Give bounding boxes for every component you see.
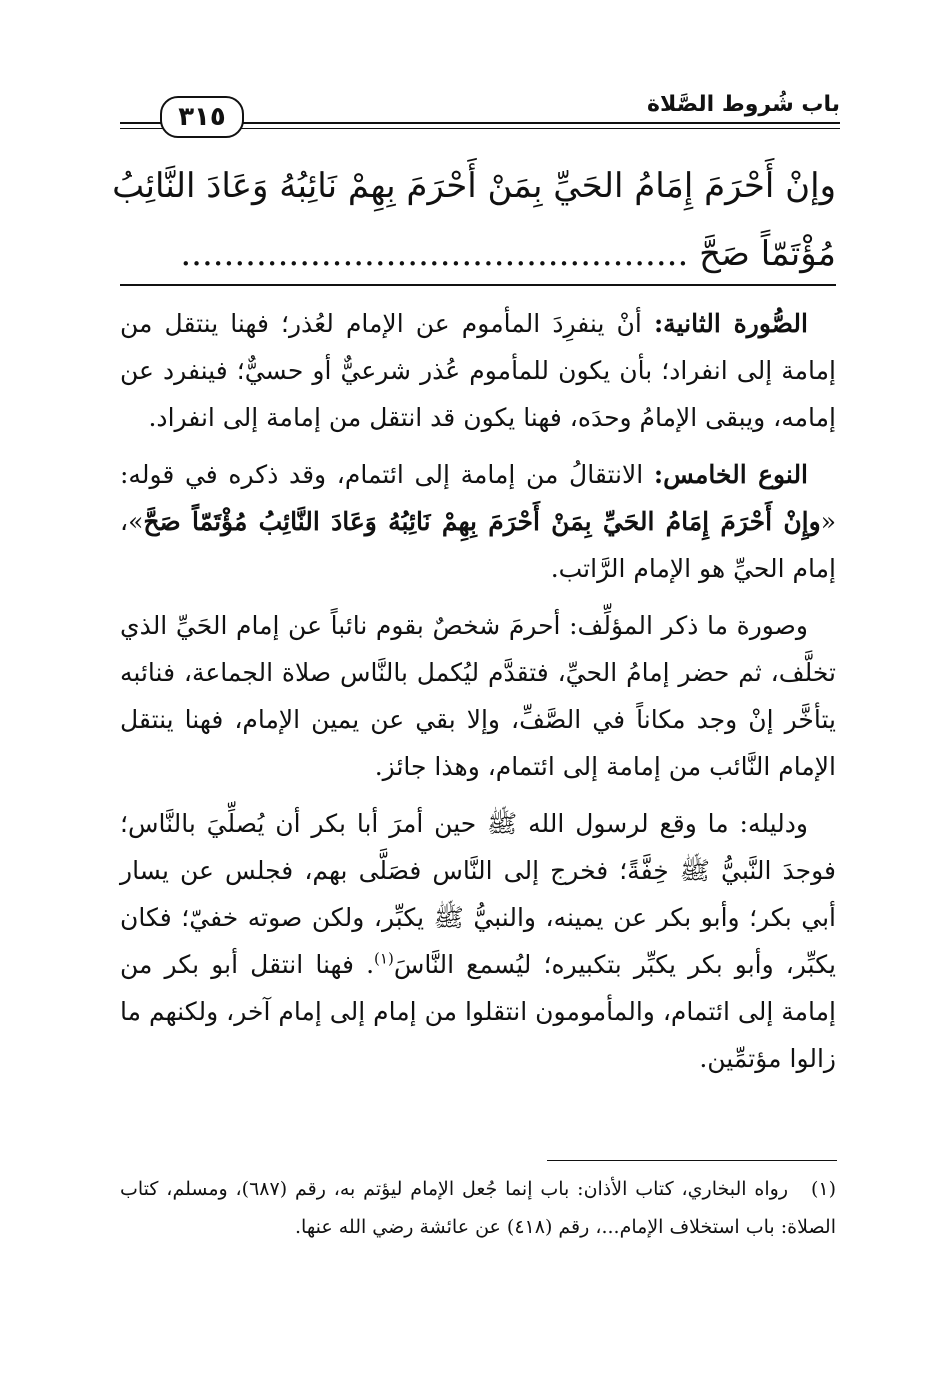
page-number: ٣١٥ <box>160 96 244 138</box>
matn-separator-rule <box>120 284 836 286</box>
footnote-text: رواه البخاري، كتاب الأذان: باب إنما جُعل الإمام ليؤتم به، رقم (٦٨٧)، ومسلم، كتاب الصلاة: باب استخلاف الإمام...، رقم (٤١٨) عن عائشة رضي الله عنها. <box>120 1178 836 1238</box>
matn-dots: ............................................... <box>180 234 689 274</box>
matn-verse <box>112 152 836 288</box>
matn-line-1: وإنْ أَحْرَمَ إِمَامُ الحَيِّ بِمَنْ أَحْرَمَ بِهِمْ نَائِبُهُ وَعَادَ النَّائِبُ <box>112 166 836 206</box>
paragraph-2-heading: النوع الخامس: <box>653 460 809 489</box>
footnote-item <box>120 1170 836 1246</box>
paragraph-4-text-b: . فهنا انتقل أبو بكر من إمامة إلى ائتمام، والمأمومون انتقلوا من إمام إلى إمام آخر، ولكنهم ما زالوا مؤتمِّين. <box>120 950 836 1073</box>
footnote-marker: (١) <box>810 1178 836 1200</box>
paragraph-2 <box>120 451 836 592</box>
paragraph-2-text-a: الانتقالُ من إمامة إلى ائتمام، وقد ذكره في قوله: « <box>120 460 836 536</box>
matn-line-2-words: مُؤْتَمّاً صَحَّ <box>699 234 836 274</box>
paragraph-1 <box>120 300 836 441</box>
matn-line-2 <box>120 220 836 288</box>
paragraph-4 <box>120 800 836 1082</box>
paragraph-2-text-b: »، إمام الحيِّ هو الإمام الرَّاتب. <box>120 507 836 583</box>
footnotes <box>120 1170 836 1246</box>
paragraph-3: وصورة ما ذكر المؤلِّف: أحرمَ شخصٌ بقوم نائباً عن إمام الحَيِّ الذي تخلَّف، ثم حضر إمامُ الحيِّ، فتقدَّم ليُكمل بالنَّاس صلاة الجماعة، فنائبه يتأخَّر إنْ وجد مكاناً في الصَّفِّ، وإلا بقي عن يمين الإمام، فهنا ينتقل الإمام النَّائب من إمامة إلى ائتمام، وهذا جائز. <box>120 611 836 781</box>
paragraph-2-quote: وإِنْ أَحْرَمَ إِمَامُ الحَيِّ بِمَنْ أَحْرَمَ بِهِمْ نَائِبُهُ وَعَادَ النَّائِبُ مُؤْتَمّاً صَحَّ <box>143 507 821 536</box>
chapter-title: باب شُروط الصَّلاة <box>637 92 840 117</box>
footnote-separator-rule <box>547 1160 837 1161</box>
paragraph-1-text: أنْ ينفرِدَ المأموم عن الإمام لعُذر؛ فهنا ينتقل من إمامة إلى انفراد؛ بأن يكون للمأموم عُذر شرعيٌّ أو حسيٌّ؛ فينفرد عن إمامه، ويبقى الإمامُ وحدَه، فهنا يكون قد انتقل من إمامة إلى انفراد. <box>120 309 836 432</box>
paragraph-4-text-a: ودليله: ما وقع لرسول الله ﷺ حين أمرَ أبا بكر أن يُصلِّيَ بالنَّاس؛ فوجدَ النَّبيُّ ﷺ خِفَّةً؛ فخرج إلى النَّاس فصَلَّى بهم، فجلس عن يسار أبي بكر؛ وأبو بكر عن يمينه، والنبيُّ ﷺ يكبِّر، ولكن صوته خفيّ؛ فكان يكبِّر، وأبو بكر يكبِّر بتكبيره؛ ليُسمع النَّاسَ <box>120 809 836 979</box>
commentary-body <box>120 300 836 1092</box>
paragraph-1-heading: الصُّورة الثانية: <box>653 309 808 338</box>
footnote-reference[interactable]: (١) <box>374 949 394 968</box>
page-header <box>120 92 840 144</box>
